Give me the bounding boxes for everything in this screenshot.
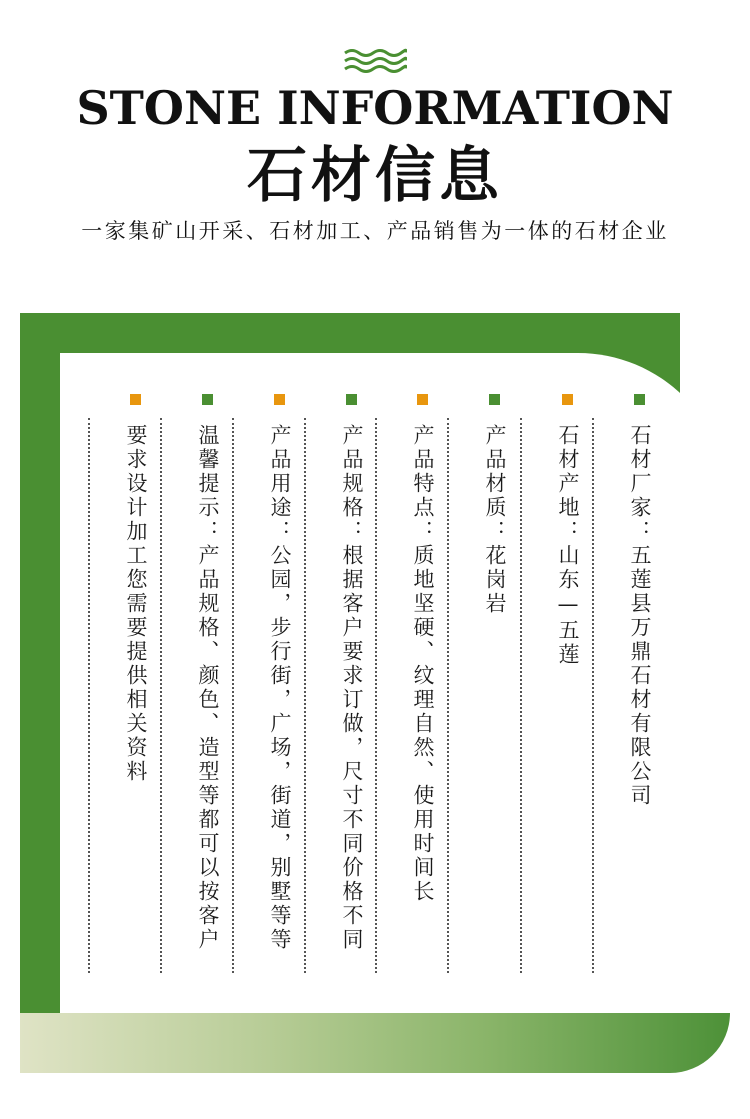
- info-column-usage: [260, 394, 300, 979]
- title-english: STONE INFORMATION: [76, 81, 674, 135]
- marker-square-icon: [634, 394, 645, 405]
- marker-square-icon: [202, 394, 213, 405]
- dotted-divider: [304, 418, 306, 973]
- marker-square-icon: [417, 394, 428, 405]
- info-column-tips: [188, 394, 228, 979]
- wave-decoration-icon: [343, 48, 407, 74]
- info-column-manufacturer: [620, 394, 660, 979]
- bottom-gradient-band: [20, 1013, 730, 1073]
- dotted-divider: [592, 418, 594, 973]
- marker-square-icon: [130, 394, 141, 405]
- info-text: 石材厂家：五莲县万鼎石材有限公司: [628, 424, 652, 808]
- marker-square-icon: [489, 394, 500, 405]
- subtitle: 一家集矿山开采、石材加工、产品销售为一体的石材企业: [81, 219, 669, 243]
- info-column-specification: [332, 394, 372, 979]
- marker-square-icon: [346, 394, 357, 405]
- marker-square-icon: [562, 394, 573, 405]
- info-text: 要求设计加工您需要提供相关资料: [124, 424, 148, 784]
- dotted-divider: [375, 418, 377, 973]
- dotted-divider: [160, 418, 162, 973]
- info-text: 产品规格：根据客户要求订做，尺寸不同价格不同: [340, 424, 364, 952]
- info-column-tips-continued: [116, 394, 156, 979]
- dotted-divider: [447, 418, 449, 973]
- info-text: 产品用途：公园，步行街，广场，街道，别墅等等: [268, 424, 292, 952]
- title-chinese: 石材信息: [247, 141, 503, 211]
- info-column-origin: [548, 394, 588, 979]
- info-text: 产品材质：花岗岩: [483, 424, 507, 616]
- info-text: 石材产地：山东—五莲: [556, 424, 580, 667]
- dotted-divider: [232, 418, 234, 973]
- marker-square-icon: [274, 394, 285, 405]
- info-column-features: [403, 394, 443, 979]
- dotted-divider: [520, 418, 522, 973]
- info-text: 温馨提示：产品规格、颜色、造型等都可以按客户: [196, 424, 220, 952]
- info-text: 产品特点：质地坚硬、纹理自然、使用时间长: [411, 424, 435, 904]
- info-column-material: [475, 394, 515, 979]
- dotted-divider: [88, 418, 90, 973]
